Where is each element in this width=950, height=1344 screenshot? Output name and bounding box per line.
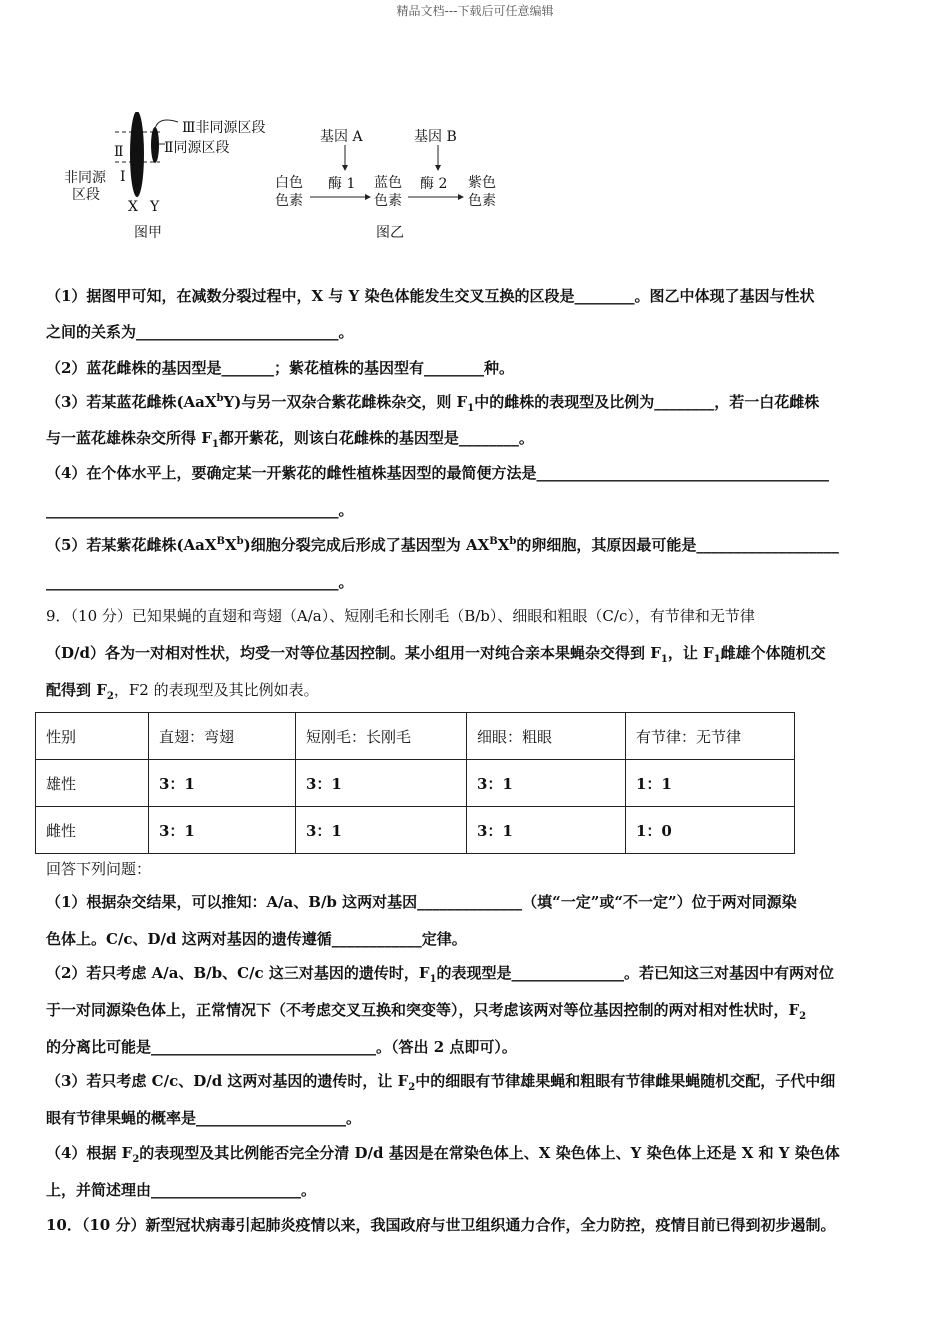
table-header-cell: 有节律：无节律 <box>626 713 795 760</box>
q8-part5-line1: （5）若某紫花雌株$(AaX^BX^b)$细胞分裂完成后形成了基因型为 $AX^BX^b$的卵细胞，其原因最可能是___________________ <box>46 536 839 554</box>
q9-part2-line1: （2）若只考虑 A/a、B/b、C/c 这三对基因的遗传时，$F_1$的表现型是_______________。若已知这三对基因中有两对位 <box>46 964 835 985</box>
phenotype-ratio-table <box>35 712 795 854</box>
figure-b-caption: 图乙 <box>376 225 404 241</box>
table-header-cell: 短刚毛：长刚毛 <box>296 713 467 760</box>
q9-part1-line2: 色体上。C/c、D/d 这两对基因的遗传遵循____________定律。 <box>46 930 467 948</box>
x-chromosome-shape <box>130 112 144 197</box>
table-cell: 3：1 <box>149 807 296 854</box>
label-gene-b: 基因 B <box>414 129 457 145</box>
q8-part3-line1: （3）若某蓝花雌株(AaX$^b$Y)与另一双杂合紫花雌株杂交，则 $F_1$中的雌株的表现型及比例为________，若一白花雌株 <box>46 393 820 414</box>
label-purple-2: 色素 <box>468 193 496 209</box>
q9-intro-line1: 9．（10 分）已知果蝇的直翅和弯翅（A/a）、短刚毛和长刚毛（B/b）、细眼和粗眼（C/c），有节律和无节律 <box>46 607 755 625</box>
label-enzyme-2: 酶 2 <box>420 176 448 192</box>
label-blue-1: 蓝色 <box>374 175 402 191</box>
q9-part2-line2: 于一对同源染色体上，正常情况下（不考虑交叉互换和突变等），只考虑该两对等位基因控制的两对相对性状时，$F_2$ <box>46 1001 807 1022</box>
table-header-cell: 性别 <box>36 713 149 760</box>
figure-a-caption: 图甲 <box>134 225 162 241</box>
q10-intro-line1: 10．（10 分）新型冠状病毒引起肺炎疫情以来，我国政府与世卫组织通力合作，全力防控，疫情目前已得到初步遏制。 <box>46 1216 836 1234</box>
table-cell: 雄性 <box>36 760 149 807</box>
q9-intro-line2: （D/d）各为一对相对性状，均受一对等位基因控制。某小组用一对纯合亲本果蝇杂交得到 $F_1$，让 $F_1$雌雄个体随机交 <box>46 644 826 665</box>
page-header: 精品文档---下载后可任意编辑 <box>396 4 554 18</box>
table-header-cell: 细眼：粗眼 <box>467 713 626 760</box>
table-cell: 3：1 <box>149 760 296 807</box>
table-row <box>36 760 795 807</box>
table-header-row <box>36 713 795 760</box>
q9-answer-prompt: 回答下列问题： <box>46 860 152 878</box>
label-blue-2: 色素 <box>374 193 402 209</box>
label-chrom-y: Y <box>150 199 160 215</box>
table-cell: 雌性 <box>36 807 149 854</box>
q8-part4-line2: _______________________________________。 <box>46 501 354 519</box>
label-region-i: Ⅰ <box>120 169 126 185</box>
label-nonhomologous-2: 区段 <box>72 187 100 203</box>
q8-part3-line2: 与一蓝花雄株杂交所得 $F_1$都开紫花，则该白花雌株的基因型是________。 <box>46 429 534 450</box>
q9-part3-line1: （3）若只考虑 C/c、D/d 这两对基因的遗传时，让 $F_2$中的细眼有节律雄果蝇和粗眼有节律雌果蝇随机交配，子代中细 <box>46 1072 836 1093</box>
q8-part5-line2: _______________________________________。 <box>46 573 354 591</box>
figure-a-chromosome-diagram <box>60 112 290 247</box>
table-cell: 1：0 <box>626 807 795 854</box>
table-header-cell: 直翅：弯翅 <box>149 713 296 760</box>
table-cell: 3：1 <box>467 807 626 854</box>
q8-part4-line1: （4）在个体水平上，要确定某一开紫花的雌性植株基因型的最简便方法是_______________________________________ <box>46 464 829 482</box>
label-white-2: 色素 <box>275 193 303 209</box>
q8-part1-line2: 之间的关系为___________________________。 <box>46 323 354 341</box>
table-cell: 1：1 <box>626 760 795 807</box>
q9-intro-line3: 配得到 $F_2$，F2 的表现型及其比例如表。 <box>46 681 319 702</box>
label-region-ii: Ⅱ同源区段 <box>164 140 230 156</box>
table-cell: 3：1 <box>296 760 467 807</box>
q8-part1-line1: （1）据图甲可知，在减数分裂过程中，X 与 Y 染色体能发生交叉互换的区段是________。图乙中体现了基因与性状 <box>46 287 815 305</box>
table-cell: 3：1 <box>467 760 626 807</box>
table-cell: 3：1 <box>296 807 467 854</box>
label-region-ii-left: Ⅱ <box>114 144 124 160</box>
label-region-iii: Ⅲ非同源区段 <box>182 120 266 136</box>
q9-part2-line3: 的分离比可能是______________________________。（答出 2 点即可）。 <box>46 1038 517 1056</box>
label-purple-1: 紫色 <box>468 175 496 191</box>
label-nonhomologous-1: 非同源 <box>64 170 106 186</box>
table-row <box>36 807 795 854</box>
q9-part4-line1: （4）根据 $F_2$的表现型及其比例能否完全分清 D/d 基因是在常染色体上、X 染色体上、Y 染色体上还是 X 和 Y 染色体 <box>46 1144 840 1165</box>
label-gene-a: 基因 A <box>320 129 363 145</box>
q9-part4-line2: 上，并简述理由____________________。 <box>46 1181 317 1199</box>
q9-part3-line2: 眼有节律果蝇的概率是____________________。 <box>46 1109 362 1127</box>
label-white-1: 白色 <box>275 175 303 191</box>
label-chrom-x: X <box>128 199 138 215</box>
q8-part2: （2）蓝花雌株的基因型是_______；紫花植株的基因型有________种。 <box>46 359 514 377</box>
q9-part1-line1: （1）根据杂交结果，可以推知：A/a、B/b 这两对基因______________（填“一定”或“不一定”）位于两对同源染 <box>46 893 797 911</box>
label-enzyme-1: 酶 1 <box>328 176 356 192</box>
y-chromosome-shape <box>151 127 159 163</box>
figure-b-pathway-diagram <box>270 125 510 247</box>
